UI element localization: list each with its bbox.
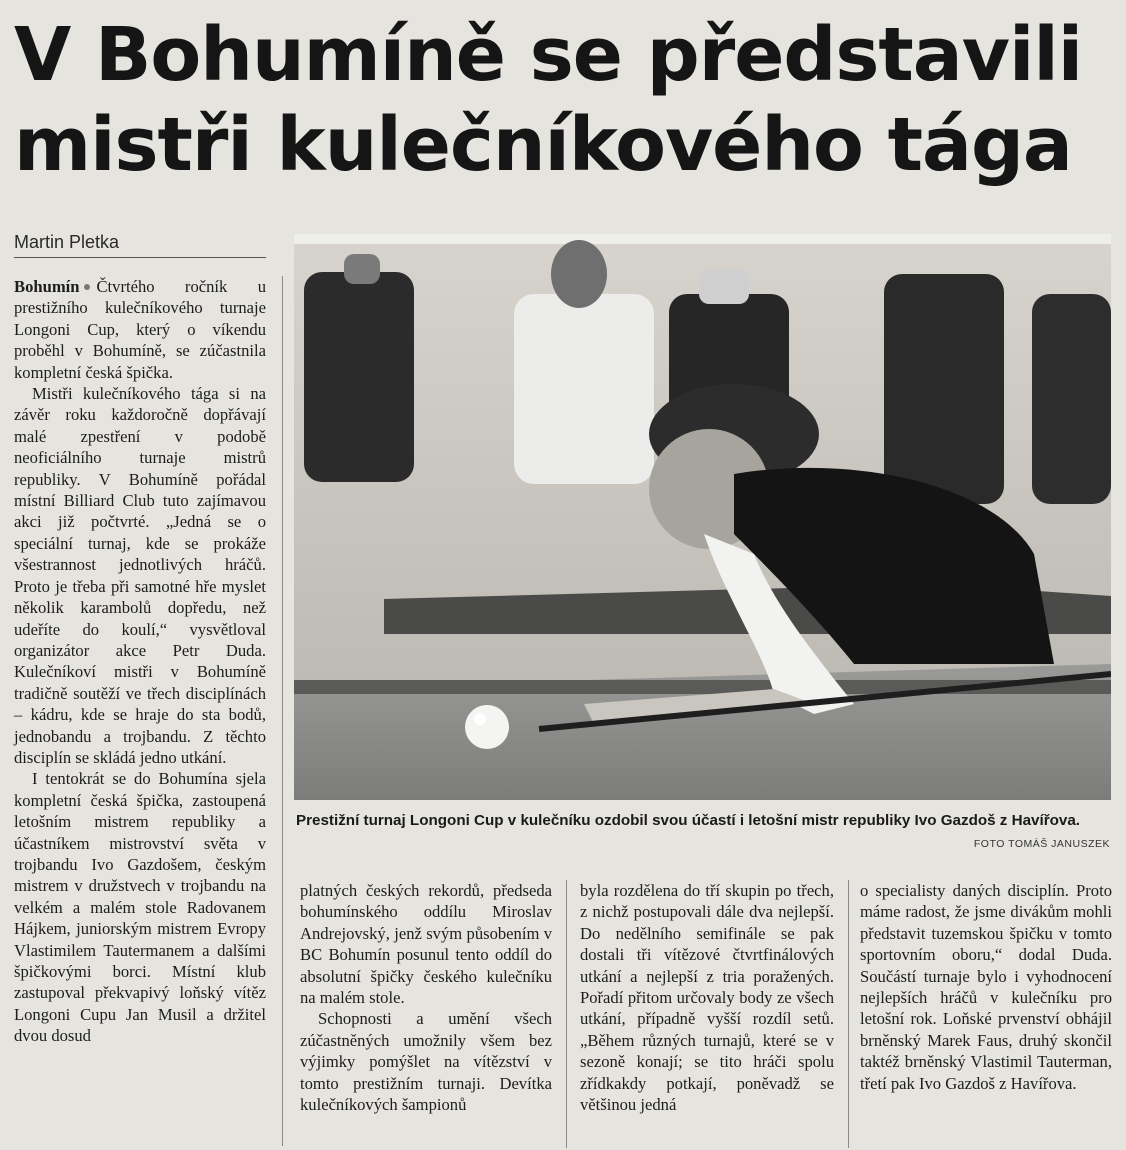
billiards-player-image: [294, 234, 1111, 800]
article-paragraph: o specialisty daných disciplín. Proto máme radost, že jsme divákům mohli představit tuzemskou špičku v tomto sportovním oboru,“ dodal Duda. Součástí turnaje bylo i vyhodnocení nejlepších hráčů v kulečníku pro letošní rok. Loňské prvenství obhájil brněnský Marek Faus, druhý skončil taktéž brněnský Vlastimil Tauterman, třetí pak Ivo Gazdoš z Havířova.: [860, 881, 1112, 1093]
article-column-4: [860, 880, 1112, 1094]
column-divider: [282, 276, 283, 1146]
photo-credit: FOTO TOMÁŠ JANUSZEK: [973, 838, 1110, 850]
headline: [14, 10, 1114, 190]
column-divider: [566, 880, 567, 1148]
column-divider: [848, 880, 849, 1148]
headline-line-2: mistři kulečníkového tága: [14, 102, 1072, 188]
article-column-1: [14, 276, 266, 1047]
article-column-3: [580, 880, 834, 1115]
photo-caption: Prestižní turnaj Longoni Cup v kulečníku ozdobil svou účastí i letošní mistr republiky Ivo Gazdoš z Havířova.: [296, 812, 1080, 829]
article-paragraph: I tentokrát se do Bohumína sjela kompletní česká špička, zastoupená letošním mistrem republiky a účastníkem mistrovství světa v trojbandu Ivo Gazdošem, českým mistrem v družstvech v trojbandu na velkém a malém stole Radovanem Hájkem, juniorským mistrem Evropy Vlastimilem Tautermanem a dalšími špičkovými borci. Místní klub zastupoval překvapivý loňský vítěz Longoni Cupu Jan Musil a držitel dvou dosud: [14, 769, 266, 1046]
article-paragraph: platných českých rekordů, předseda bohumínského oddílu Miroslav Andrejovský, jenž svým působením v BC Bohumín posunul tento oddíl do absolutní špičky českého kulečníku na malém stole.: [300, 881, 552, 1008]
article-paragraph: Schopnosti a umění všech zúčastněných umožnily všem bez výjimky pomýšlet na vítězství v tomto prestižním turnaji. Devítka kulečníkových šampionů: [300, 1009, 552, 1115]
byline: Martin Pletka: [14, 232, 266, 258]
headline-line-1: V Bohumíně se představili: [14, 12, 1083, 98]
article-photo: [294, 234, 1111, 800]
article-paragraph: Mistři kulečníkového tága si na závěr roku každoročně dopřávají malé zpestření v podobě neoficiálního turnaje mistrů republiky. V Bohumíně pořádal místní Billiard Club tuto zajímavou akci již počtvrté. „Jedná se o speciální turnaj, kde se prokáže všestrannost jednotlivých hráčů. Proto je třeba při samotné hře myslet několik karambolů dopředu, než udeříte do koulí,“ vysvětloval organizátor akce Petr Duda. Kulečníkoví mistři v Bohumíně tradičně soutěží ve třech disciplínách – kádru, kde se hraje do sta bodů, jednobandu a trojbandu. Z těchto disciplín se skládá jedno utkání.: [14, 384, 266, 767]
article-paragraph: byla rozdělena do tří skupin po třech, z nichž postupovali dále dva nejlepší. Do nedělního semifinále se pak dostali tři vítězové čtvrtfinálových utkání a nejlepší z tria poražených. Pořadí přitom určovaly body ze všech utkání, případně vyšší rozdíl setů. „Během různých turnajů, které se v sezoně konají; se tito hráči spolu zřídkakdy potkají, poněvadž se většinou jedná: [580, 881, 834, 1115]
article-paragraph: [14, 276, 266, 383]
article-column-2: [300, 880, 552, 1115]
lead-text: Čtvrtého ročník u prestižního kulečníkového turnaje Longoni Cup, který o víkendu proběhl v Bohumíně, se zúčastnila kompletní česká špička.: [14, 277, 266, 382]
dateline: Bohumín: [14, 277, 80, 296]
bullet-icon: [84, 284, 90, 290]
